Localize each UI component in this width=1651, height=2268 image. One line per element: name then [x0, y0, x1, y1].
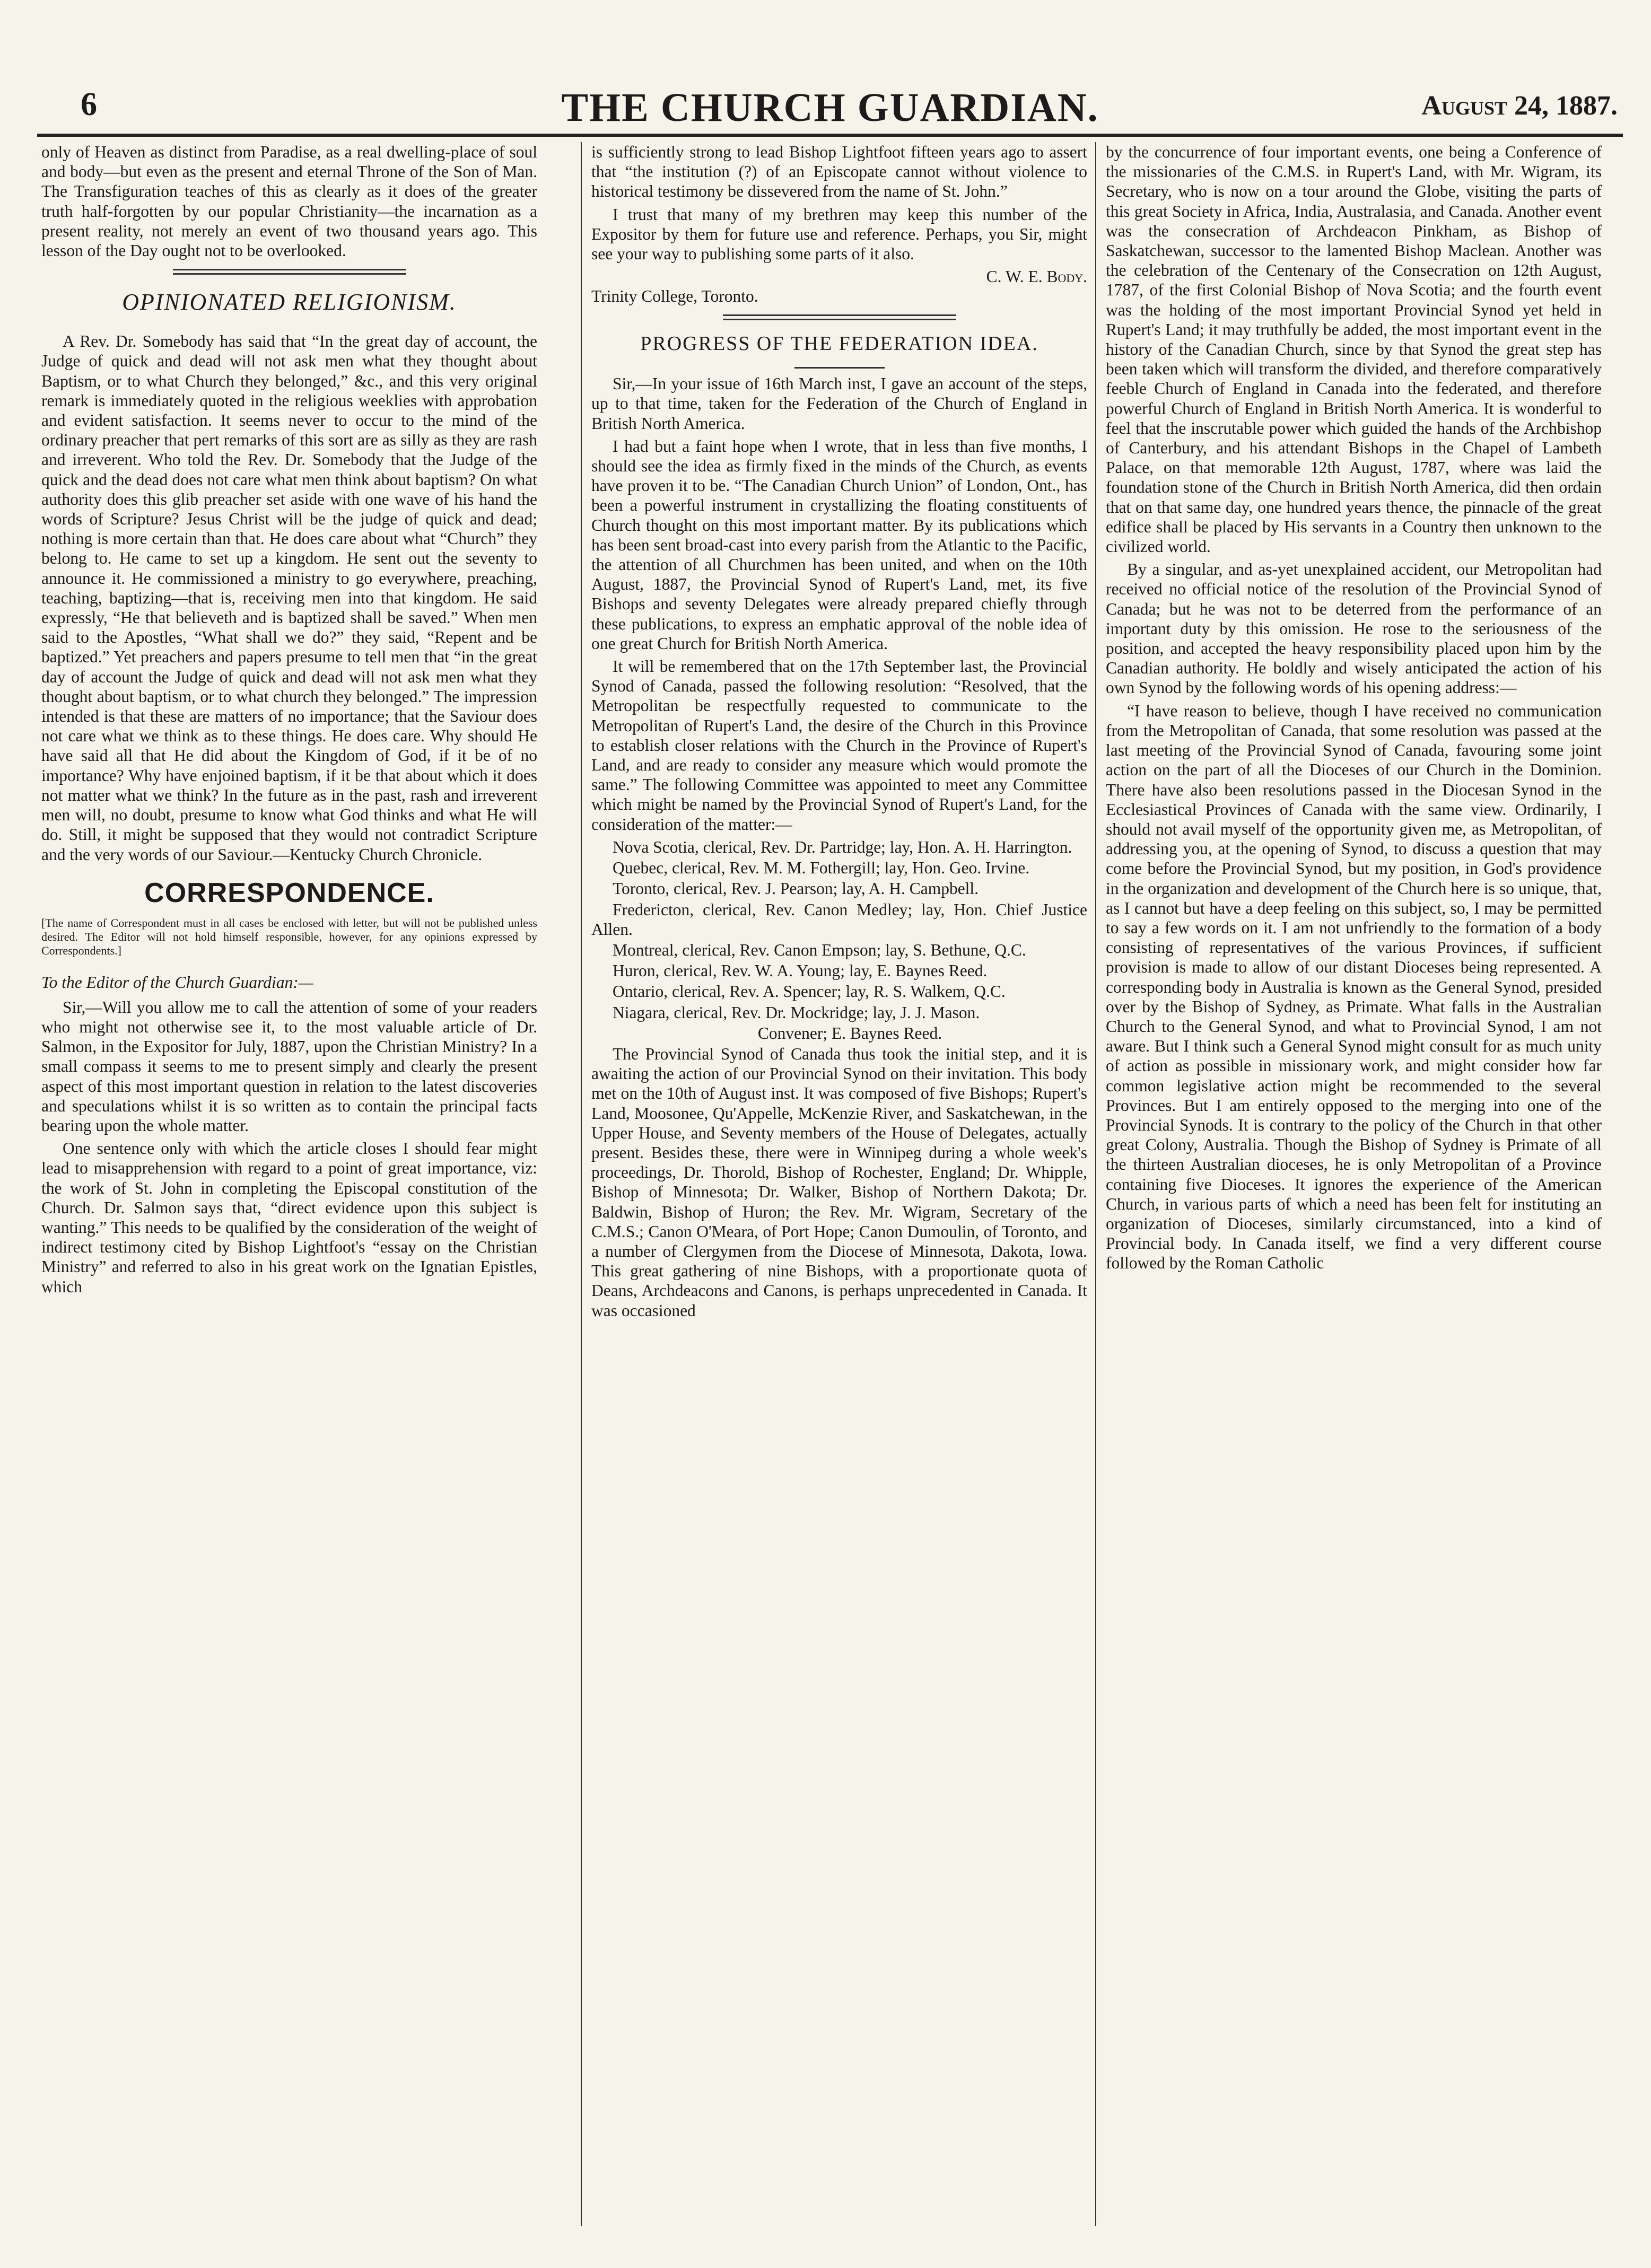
article-heading: PROGRESS OF THE FEDERATION IDEA. [640, 332, 1038, 355]
column-divider [581, 142, 582, 2226]
committee-entry: Ontario, clerical, Rev. A. Spencer; lay, R. S. Walkem, Q.C. [613, 982, 1006, 1001]
quoted-address: “I have reason to believe, though I have received no communication from the Metropolitan of Canada, that some resolution was passed at the last meeting of the Provincial Synod of Canada, favouring some joint action on the part of all the Dioceses of our Church in the Dominion. There have also been resolutions passed in the Diocesan Synod in the Ecclesiastical Provinces of Canada with the same view. Ordinarily, I should not avail myself of the opportunity given me, as Metropolitan, of addressing you, at the opening of Synod, to discuss a question that may come before the Provincial Synod, but my position, in God's providence in the organization and development of the Church here is so unique, that, as I cannot but have a deep feeling on this subject, so, I may be permitted to say a few words on it. I am not unfriendly to the formation of a body consisting of representatives of the various Provinces, if sufficient provision is made to allow of our distant Dioceses being represented. A corresponding body in Australia is known as the General Synod, presided over by the Bishop of Sydney, as Primate. What falls in the Australian Church to the General Synod, and what to Provincial Synod, I am not aware. But I think such a General Synod might consult for as much unity of action as possible in missionary work, and might consider how far common legislative action might be recommended to the several Provinces. But I am entirely opposed to the merging into one of the Provincial Synods. It is contrary to the policy of the Church in that other great Colony, Australia. Though the Bishop of Sydney is Primate of all the thirteen Australian dioceses, he is only Metropolitan of a Province containing five Dioceses. It ignores the experience of the American Church, in various parts of which a need has been felt for instituting an organization of Dioceses, similarly circumstanced, into a kind of Provincial body. In Canada itself, we find a very different course followed by the Roman Catholic [1106, 701, 1602, 1273]
section-divider [723, 314, 956, 320]
paragraph: By a singular, and as-yet unexplained accident, our Metropolitan had received no official notice of the resolution of the Provincial Synod of Canada; but he was not to be deterred from the performance of an important duty by this omission. He rose to the seriousness of the position, and accepted the heavy responsibility placed upon him by the Canadian authority. He boldly and wisely anticipated the action of his own Synod by the following words of his opening address:— [1106, 560, 1602, 697]
letter-location: Trinity College, Toronto. [591, 287, 758, 306]
letter-signature: C. W. E. Body. [986, 267, 1087, 286]
committee-entry: Huron, clerical, Rev. W. A. Young; lay, E. Baynes Reed. [613, 961, 988, 980]
committee-entry: Nova Scotia, clerical, Rev. Dr. Partridge; lay, Hon. A. H. Harrington. [613, 837, 1072, 856]
column-2 [591, 142, 1087, 2216]
paragraph: by the concurrence of four important events, one being a Conference of the missionaries of the C.M.S. in Rupert's Land, with Mr. Wigram, its Secretary, who is now on a tour around the Globe, visiting the parts of this great Society in Africa, India, Australasia, and Canada. Another event was the consecration of Archdeacon Pinkham, as Bishop of Saskatchewan, successor to the lamented Bishop Maclean. Another was the celebration of the Centenary of the Consecration on 12th August, 1787, of the first Colonial Bishop of Nova Scotia; and the fourth event was the holding of the most important Provincial Synod yet held in Rupert's Land; it may truthfully be added, the most important event in the history of the Canadian Church, since by that Synod the great step has been taken which will transform the divided, and therefore comparatively feeble Church of England in Canada into the federated, and therefore powerful Church of England in British North America. It is wonderful to feel that the inscrutable power which guided the hands of the Archbishop of Canterbury, and his attendant Bishops in the Chapel of Lambeth Palace, on that memorable 12th August, 1787, where was laid the foundation stone of the Church in British North America, did then ordain that on that same day, one hundred years thence, the pinnacle of the great edifice shall be placed by His servants in a Country then unknown to the civilized world. [1106, 143, 1602, 556]
article-heading: OPINIONATED RELIGIONISM. [122, 289, 457, 316]
masthead [37, 85, 1623, 137]
committee-entry: Niagara, clerical, Rev. Dr. Mockridge; lay, J. J. Mason. [613, 1003, 980, 1022]
newspaper-title: THE CHURCH GUARDIAN. [561, 85, 1099, 130]
committee-entry: Toronto, clerical, Rev. J. Pearson; lay, A. H. Campbell. [613, 879, 979, 898]
committee-entry: Fredericton, clerical, Rev. Canon Medley; lay, Hon. Chief Justice Allen. [591, 900, 1087, 939]
paragraph: only of Heaven as distinct from Paradise, as a real dwelling-place of soul and body—but even as the present and eternal Throne of the Son of Man. The Transfiguration teaches of this as clearly as it does of the greater truth half-forgotten by our popular Christianity—the incarnation as a present reality, not merely an event of two thousand years ago. This lesson of the Day ought not to be overlooked. [41, 143, 537, 260]
paragraph: Sir,—Will you allow me to call the attention of some of your readers who might not otherwise see it, to the most valuable article of Dr. Salmon, in the Expositor for July, 1887, upon the Christian Ministry? In a small compass it seems to me to present simply and clearly the present aspect of this most important question in relation to the latest discoveries and speculations whilst it is so written as to contain the principal facts bearing upon the whole matter. [41, 997, 537, 1135]
committee-entry: Montreal, clerical, Rev. Canon Empson; lay, S. Bethune, Q.C. [613, 940, 1026, 959]
paragraph: It will be remembered that on the 17th September last, the Provincial Synod of Canada, passed the following resolution: “Resolved, that the Metropolitan be respectfully requested to communicate to the Metropolitan of Rupert's Land, the desire of the Church in this Province to establish closer relations with the Church in the Province of Rupert's Land, and are ready to consider any measure which would promote the same.” The following Committee was appointed to meet any Committee which might be named by the Provincial Synod of Rupert's Land, for the consideration of the matter:— [591, 657, 1087, 834]
editorial-note: [The name of Correspondent must in all cases be enclosed with letter, but will not be published unless desired. The Editor will not hold himself responsible, however, for any opinions expressed by Correspondents.] [41, 916, 537, 957]
column-1 [41, 142, 537, 2216]
paragraph: Sir,—In your issue of 16th March inst, I gave an account of the steps, up to that time, taken for the Federation of the Church of England in British North America. [591, 374, 1087, 433]
column-3 [1106, 142, 1602, 2216]
committee-entry: Quebec, clerical, Rev. M. M. Fothergill; lay, Hon. Geo. Irvine. [613, 859, 1030, 878]
page-number: 6 [81, 86, 97, 122]
committee-convener: Convener; E. Baynes Reed. [757, 1023, 942, 1043]
paragraph: One sentence only with which the article closes I should fear might lead to misapprehension with regard to a point of great importance, viz: the work of St. John in completing the Episcopal constitution of the Church. Dr. Salmon says that, “direct evidence upon this subject is wanting.” This needs to be qualified by the consideration of the weight of indirect testimony cited by Bishop Lightfoot's “essay on the Christian Ministry” and referred to also in his great work on the Ignatian Epistles, which [41, 1139, 537, 1296]
paragraph: I trust that many of my brethren may keep this number of the Expositor by them for future use and reference. Perhaps, you Sir, might see your way to publishing some parts of it also. [591, 205, 1087, 264]
section-heading: CORRESPONDENCE. [144, 877, 434, 908]
paragraph: I had but a faint hope when I wrote, that in less than five months, I should see the idea as firmly fixed in the minds of the Church, as events have proven it to be. “The Canadian Church Union” of London, Ont., has been a powerful instrument in crystallizing the floating constituents of Church thought on this most important matter. By its publications which has been sent broad-cast into every parish from the Atlantic to the Pacific, the attention of all Churchmen has been united, and when on the 10th August, 1887, the Provincial Synod of Rupert's Land, met, its five Bishops and seventy Delegates were already prepared chiefly through these publications, to express an emphatic approval of the noble idea of one great Church for British North America. [591, 436, 1087, 653]
paragraph: is sufficiently strong to lead Bishop Lightfoot fifteen years ago to assert that “the institution (?) of an Episcopate cannot without violence to historical testimony be dissevered from the name of St. John.” [591, 143, 1087, 201]
section-divider [173, 269, 406, 275]
column-divider [1095, 142, 1096, 2226]
issue-date: August 24, 1887. [1421, 91, 1618, 121]
heading-rule [794, 367, 885, 369]
paragraph: The Provincial Synod of Canada thus took the initial step, and it is awaiting the action of our Provincial Synod on their invitation. This body met on the 10th of August inst. It was composed of five Bishops; Rupert's Land, Moosonee, Qu'Appelle, McKenzie River, and Saskatchewan, in the Upper House, and Seventy members of the House of Delegates, actually present. Besides these, there were in Winnipeg during a whole week's proceedings, Dr. Thorold, Bishop of Rochester, England; Dr. Whipple, Bishop of Minnesota; Dr. Walker, Bishop of Northern Dakota; Dr. Baldwin, Bishop of Huron; the Rev. Mr. Wigram, Secretary of the C.M.S.; Canon O'Meara, of Port Hope; Canon Dumoulin, of Toronto, and a number of Clergymen from the Diocese of Minnesota, Dakota, Iowa. This great gathering of nine Bishops, with a proportionate quota of Deans, Archdeacons and Canons, is perhaps unprecedented in Canada. It was occasioned [591, 1044, 1087, 1320]
paragraph: A Rev. Dr. Somebody has said that “In the great day of account, the Judge of quick and dead will not ask men what they thought about Baptism, or to what Church they belonged,” &c., and this very original remark is immediately quoted in the religious weeklies with approbation and evident satisfaction. It seems never to occur to the mind of the ordinary preacher that pert remarks of this sort are as silly as they are rash and irreverent. Who told the Rev. Dr. Somebody that the Judge of the quick and the dead does not care what men think about baptism? On what authority does this glib preacher set aside with one wave of his hand the words of Scripture? Jesus Christ will be the judge of quick and dead; nothing is more certain than that. He does care about what “Church” they belong to. He came to set up a kingdom. He sent out the seventy to announce it. He commissioned a ministry to go everywhere, preaching, teaching, baptizing—that is, receiving men into that kingdom. He said expressly, “He that believeth and is baptized shall be saved.” When men said to the Apostles, “What shall we do?” they said, “Repent and be baptized.” Yet preachers and papers presume to tell men that “in the great day of account the Judge of quick and dead will not ask men what they thought about baptism, or to what church they belonged.” The impression intended is that these are matters of no importance; that the Saviour does not care what we think as to these things. He does care. Why should He have said all that He did about the Kingdom of God, if it be of no importance? Why have enjoined baptism, if it be that about which it does not matter what we think? In the future as in the past, rash and irreverent men will, no doubt, presume to know what God thinks and what He will do. Still, it might be supposed that they would not contradict Scripture and the very words of our Saviour.—Kentucky Church Chronicle. [41, 332, 537, 864]
letter-salutation: To the Editor of the Church Guardian:— [41, 973, 313, 992]
